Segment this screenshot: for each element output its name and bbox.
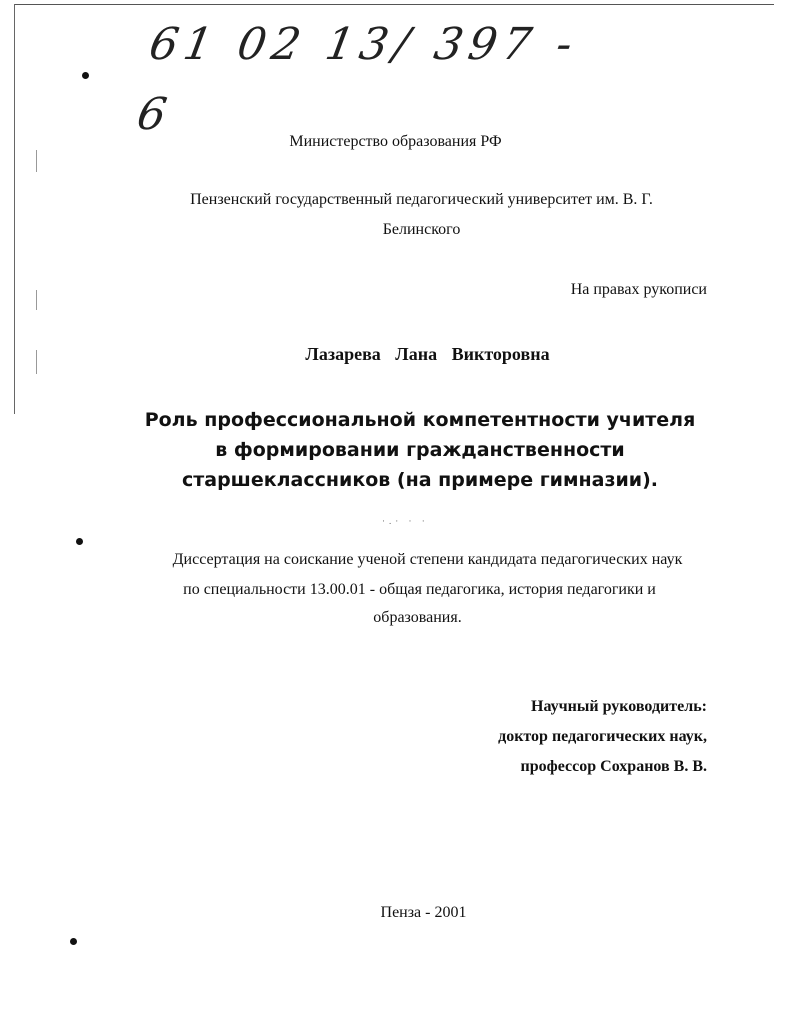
author-name: Лазарева Лана Викторовна [305,344,550,364]
dissertation-desc-line-3: образования. [373,609,462,626]
dissertation-desc-line-2: по специальности 13.00.01 - общая педагогика, история педагогики и [183,581,656,598]
scan-noise: ·.· · · [382,516,429,526]
supervisor-name: профессор Сохранов В. В. [520,758,707,775]
dissertation-title-line-1: Роль профессиональной компетентности учителя [144,409,696,431]
dissertation-title-line-2: в формировании гражданственности [215,439,625,461]
university-line-1: Пензенский государственный педагогический университет им. В. Г. [190,191,653,208]
ministry-line: Министерство образования РФ [289,133,502,150]
city-year: Пенза - 2001 [380,904,467,921]
scan-frame-top-border [14,4,774,5]
handwritten-archive-number: 61 02 13/ 397 - 6 [133,19,583,140]
dissertation-desc-line-1: Диссертация на соискание ученой степени кандидата педагогических наук [172,551,683,568]
scan-frame-left-border [14,4,15,414]
binding-hole-mark [70,938,77,945]
dissertation-title-line-3: старшеклассников (на примере гимназии). [181,469,659,491]
scan-margin-mark [36,290,37,310]
university-line-2: Белинского [382,221,461,238]
binding-hole-mark [82,72,89,79]
supervisor-heading: Научный руководитель: [531,698,707,715]
binding-hole-mark [76,538,83,545]
supervisor-degree: доктор педагогических наук, [498,728,707,745]
scan-margin-mark [36,150,37,172]
manuscript-note: На правах рукописи [570,281,707,298]
